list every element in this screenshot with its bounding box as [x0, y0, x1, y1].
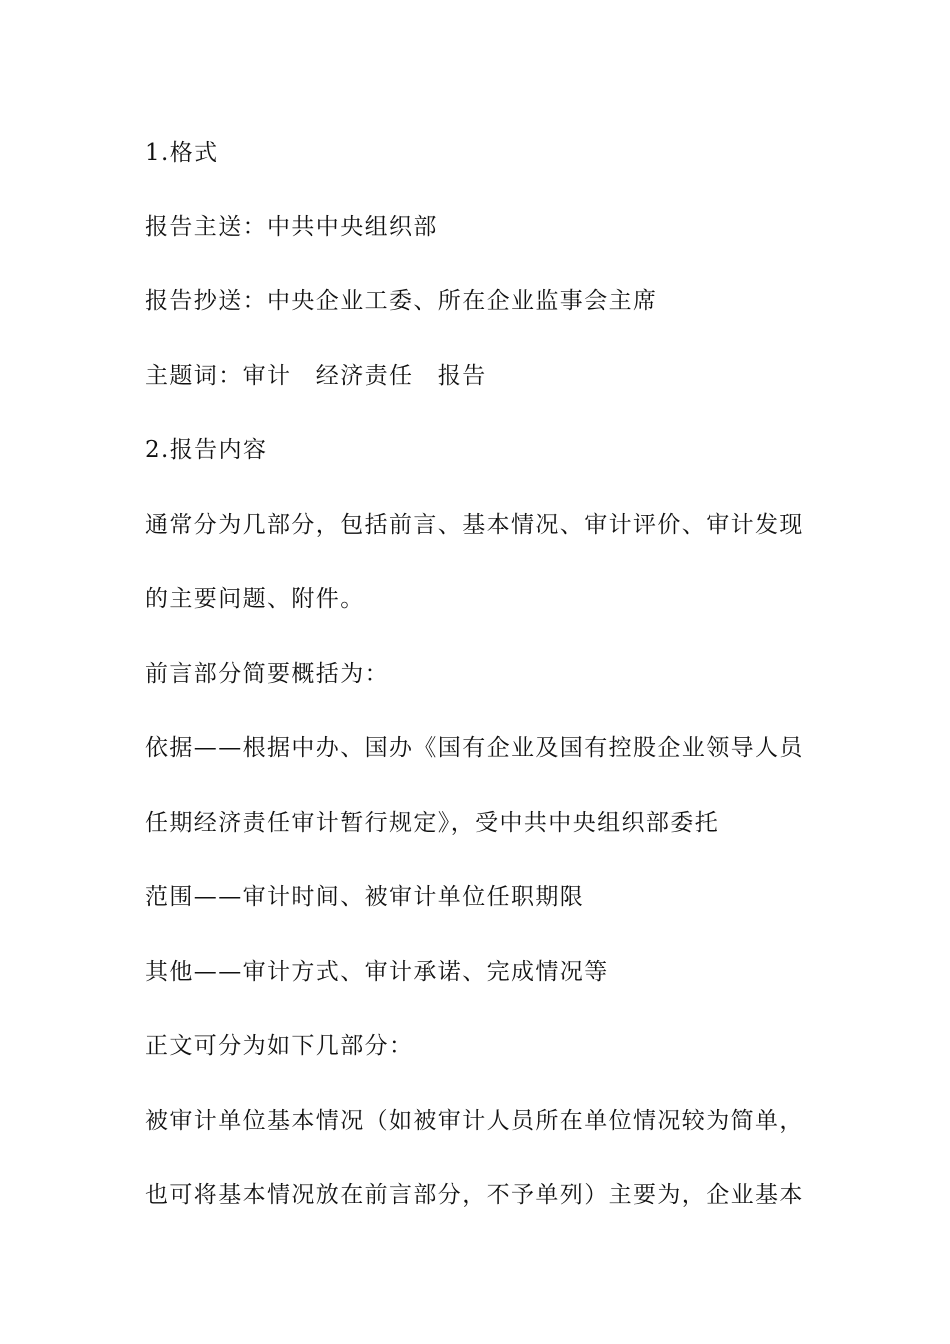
paragraph-line: 也可将基本情况放在前言部分，不予单列）主要为，企业基本: [145, 1182, 804, 1208]
report-copy-line: 报告抄送：中央企业工委、所在企业监事会主席: [145, 288, 658, 314]
other-line: 其他——审计方式、审计承诺、完成情况等: [145, 959, 609, 985]
paragraph-line: 通常分为几部分，包括前言、基本情况、审计评价、审计发现: [145, 512, 804, 538]
section-heading-format: 1.格式: [145, 140, 219, 166]
paragraph-line: 被审计单位基本情况（如被审计人员所在单位情况较为简单，: [145, 1108, 804, 1134]
body-sections-line: 正文可分为如下几部分：: [145, 1033, 414, 1059]
keywords-line: 主题词：审计 经济责任 报告: [145, 363, 487, 389]
preface-summary-line: 前言部分简要概括为：: [145, 661, 389, 687]
report-recipient-line: 报告主送：中共中央组织部: [145, 214, 438, 240]
basis-continuation-line: 任期经济责任审计暂行规定》，受中共中央组织部委托: [145, 810, 720, 836]
section-heading-content: 2.报告内容: [145, 437, 268, 463]
scope-line: 范围——审计时间、被审计单位任职期限: [145, 884, 585, 910]
basis-line: 依据——根据中办、国办《国有企业及国有控股企业领导人员: [145, 735, 804, 761]
paragraph-line: 的主要问题、附件。: [145, 586, 365, 612]
